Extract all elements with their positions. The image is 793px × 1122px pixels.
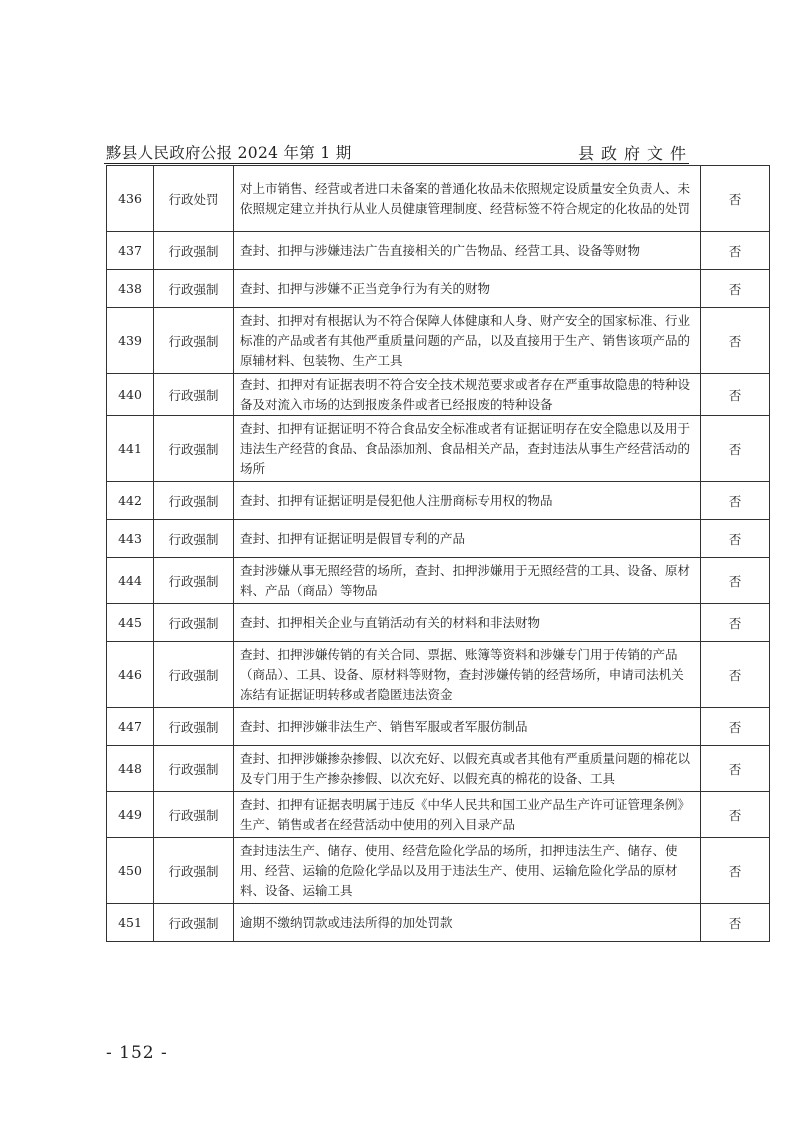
row-flag: 否 <box>701 308 770 374</box>
table-row <box>107 482 770 520</box>
row-number: 444 <box>107 558 154 604</box>
section-title: 县政府文件 <box>578 144 694 163</box>
row-category: 行政强制 <box>154 604 234 642</box>
row-description: 查封、扣押与涉嫌不正当竞争行为有关的财物 <box>234 270 701 308</box>
row-flag: 否 <box>701 904 770 942</box>
bulletin-title: 黟县人民政府公报 2024 年第 1 期 <box>106 144 352 162</box>
header-divider <box>104 163 689 164</box>
row-flag: 否 <box>701 792 770 838</box>
row-category: 行政强制 <box>154 708 234 746</box>
row-flag: 否 <box>701 482 770 520</box>
row-flag: 否 <box>701 558 770 604</box>
row-category: 行政强制 <box>154 232 234 270</box>
table-row <box>107 642 770 708</box>
row-flag: 否 <box>701 374 770 416</box>
row-flag: 否 <box>701 708 770 746</box>
row-number: 442 <box>107 482 154 520</box>
table-row <box>107 904 770 942</box>
table-row <box>107 558 770 604</box>
row-description: 查封、扣押与涉嫌违法广告直接相关的广告物品、经营工具、设备等财物 <box>234 232 701 270</box>
row-number: 449 <box>107 792 154 838</box>
table-row <box>107 308 770 374</box>
table-row <box>107 520 770 558</box>
row-number: 445 <box>107 604 154 642</box>
row-number: 447 <box>107 708 154 746</box>
row-description: 逾期不缴纳罚款或违法所得的加处罚款 <box>234 904 701 942</box>
row-number: 439 <box>107 308 154 374</box>
row-category: 行政强制 <box>154 558 234 604</box>
row-category: 行政强制 <box>154 746 234 792</box>
row-description: 查封、扣押有证据证明是假冒专利的产品 <box>234 520 701 558</box>
row-description: 查封、扣押有证据表明属于违反《中华人民共和国工业产品生产许可证管理条例》生产、销售或者在经营活动中使用的列入目录产品 <box>234 792 701 838</box>
row-number: 443 <box>107 520 154 558</box>
row-number: 437 <box>107 232 154 270</box>
row-description: 查封、扣押对有证据表明不符合安全技术规范要求或者存在严重事故隐患的特种设备及对流入市场的达到报废条件或者已经报废的特种设备 <box>234 374 701 416</box>
table-row <box>107 416 770 482</box>
row-category: 行政强制 <box>154 374 234 416</box>
row-description: 查封、扣押涉嫌掺杂掺假、以次充好、以假充真或者其他有严重质量问题的棉花以及专门用于生产掺杂掺假、以次充好、以假充真的棉花的设备、工具 <box>234 746 701 792</box>
row-flag: 否 <box>701 232 770 270</box>
row-flag: 否 <box>701 838 770 904</box>
table-row <box>107 232 770 270</box>
row-category: 行政强制 <box>154 642 234 708</box>
page-number: - 152 - <box>106 1043 168 1063</box>
row-number: 451 <box>107 904 154 942</box>
row-number: 436 <box>107 166 154 232</box>
row-flag: 否 <box>701 746 770 792</box>
row-description: 查封、扣押有证据证明不符合食品安全标准或者有证据证明存在安全隐患以及用于违法生产经营的食品、食品添加剂、食品相关产品，查封违法从事生产经营活动的场所 <box>234 416 701 482</box>
row-description: 查封、扣押相关企业与直销活动有关的材料和非法财物 <box>234 604 701 642</box>
power-list-table <box>106 165 770 942</box>
row-category: 行政强制 <box>154 904 234 942</box>
table-row <box>107 838 770 904</box>
table-row <box>107 166 770 232</box>
table-row <box>107 792 770 838</box>
row-number: 440 <box>107 374 154 416</box>
table-row <box>107 374 770 416</box>
row-number: 446 <box>107 642 154 708</box>
row-category: 行政强制 <box>154 416 234 482</box>
row-category: 行政强制 <box>154 482 234 520</box>
row-description: 对上市销售、经营或者进口未备案的普通化妆品未依照规定设质量安全负责人、未依照规定建立并执行从业人员健康管理制度、经营标签不符合规定的化妆品的处罚 <box>234 166 701 232</box>
table-row <box>107 746 770 792</box>
row-description: 查封、扣押对有根据认为不符合保障人体健康和人身、财产安全的国家标准、行业标准的产品或者有其他严重质量问题的产品，以及直接用于生产、销售该项产品的原辅材料、包装物、生产工具 <box>234 308 701 374</box>
row-description: 查封、扣押涉嫌非法生产、销售军服或者军服仿制品 <box>234 708 701 746</box>
table-row <box>107 270 770 308</box>
row-flag: 否 <box>701 604 770 642</box>
row-description: 查封、扣押涉嫌传销的有关合同、票据、账簿等资料和涉嫌专门用于传销的产品（商品）、工具、设备、原材料等财物，查封涉嫌传销的经营场所，申请司法机关冻结有证据证明转移或者隐匿违法资金 <box>234 642 701 708</box>
row-number: 441 <box>107 416 154 482</box>
row-flag: 否 <box>701 642 770 708</box>
row-flag: 否 <box>701 520 770 558</box>
table-body <box>107 166 770 942</box>
row-number: 450 <box>107 838 154 904</box>
table-row <box>107 604 770 642</box>
row-category: 行政强制 <box>154 270 234 308</box>
row-category: 行政强制 <box>154 308 234 374</box>
row-description: 查封违法生产、储存、使用、经营危险化学品的场所，扣押违法生产、储存、使用、经营、运输的危险化学品以及用于违法生产、使用、运输危险化学品的原材料、设备、运输工具 <box>234 838 701 904</box>
table-row <box>107 708 770 746</box>
row-flag: 否 <box>701 166 770 232</box>
row-flag: 否 <box>701 416 770 482</box>
row-description: 查封涉嫌从事无照经营的场所，查封、扣押涉嫌用于无照经营的工具、设备、原材料、产品（商品）等物品 <box>234 558 701 604</box>
row-category: 行政强制 <box>154 520 234 558</box>
row-description: 查封、扣押有证据证明是侵犯他人注册商标专用权的物品 <box>234 482 701 520</box>
row-flag: 否 <box>701 270 770 308</box>
row-category: 行政强制 <box>154 792 234 838</box>
row-category: 行政处罚 <box>154 166 234 232</box>
row-category: 行政强制 <box>154 838 234 904</box>
row-number: 438 <box>107 270 154 308</box>
row-number: 448 <box>107 746 154 792</box>
